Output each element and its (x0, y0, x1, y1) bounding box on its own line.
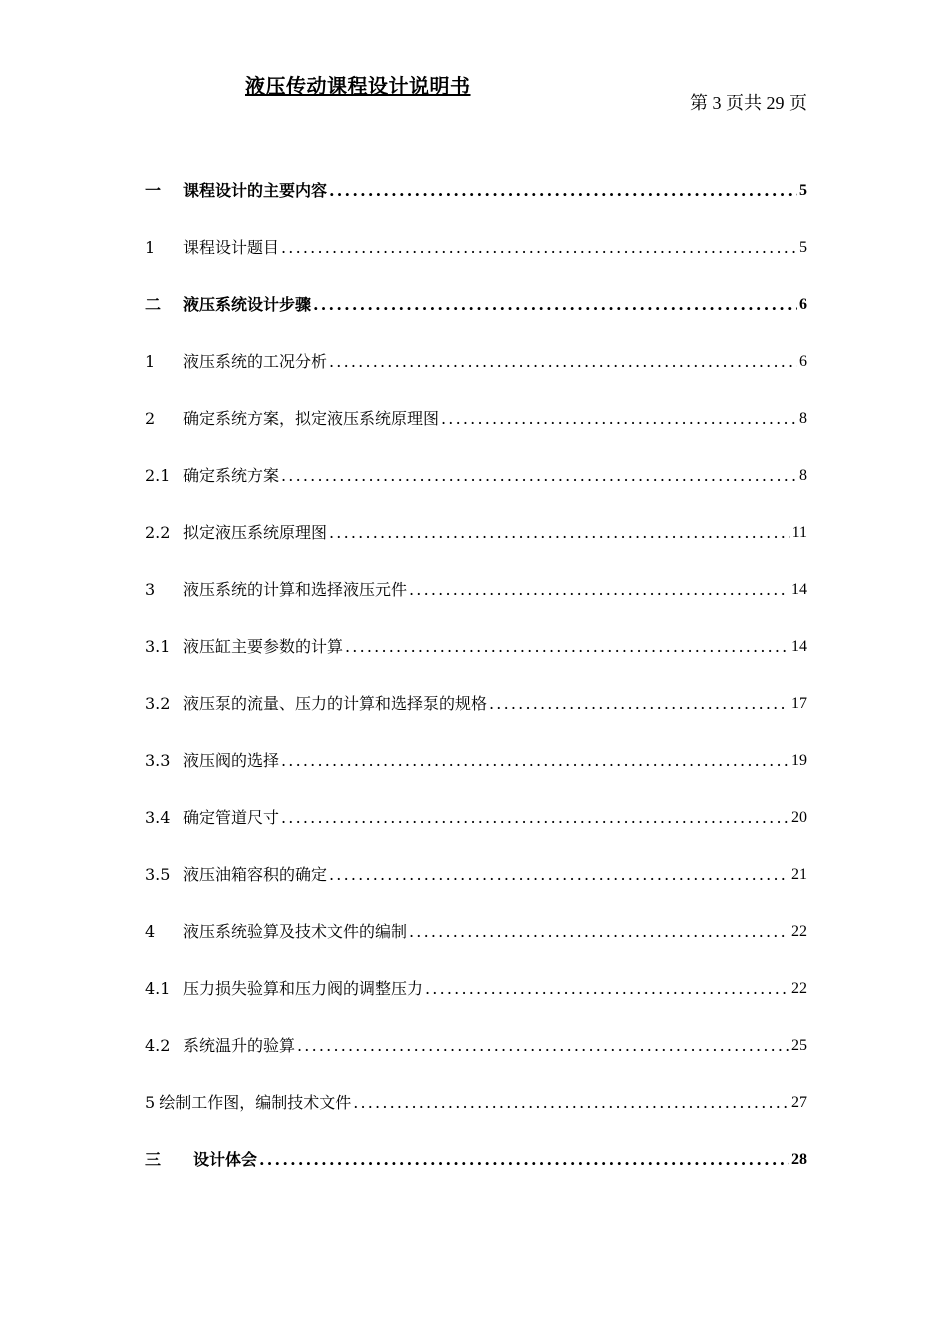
toc-entry[interactable] (145, 746, 807, 803)
toc-entry-title: 确定系统方案，拟定液压系统原理图 (183, 409, 440, 428)
toc-entry-title: 液压缸主要参数的计算 (183, 637, 344, 656)
toc-entry-title: 液压系统验算及技术文件的编制 (183, 922, 408, 941)
toc-entry-number: 一 (145, 181, 162, 200)
toc-entry-title: 课程设计的主要内容 (183, 181, 328, 200)
toc-entry-number: 4.2 (145, 1036, 171, 1055)
toc-entry-title: 确定管道尺寸 (183, 808, 280, 827)
toc-dot-leader (409, 575, 789, 605)
toc-entry-title: 确定系统方案 (183, 466, 280, 485)
toc-dot-leader (425, 974, 789, 1004)
toc-entry[interactable] (145, 689, 807, 746)
toc-entry-page: 5 (799, 239, 807, 256)
toc-entry-title: 液压泵的流量、压力的计算和选择泵的规格 (183, 694, 488, 713)
toc-dot-leader (259, 1145, 789, 1175)
toc-entry[interactable] (145, 461, 807, 518)
toc-entry-page: 8 (799, 410, 807, 427)
toc-entry[interactable] (145, 917, 807, 974)
toc-dot-leader (281, 233, 797, 263)
toc-entry-page: 11 (791, 524, 807, 541)
toc-entry[interactable] (145, 1031, 807, 1088)
toc-entry-number: 2.2 (145, 523, 171, 542)
toc-entry[interactable] (145, 1145, 807, 1202)
toc-entry[interactable] (145, 632, 807, 689)
toc-dot-leader (489, 689, 789, 719)
toc-entry-page: 5 (799, 182, 807, 199)
toc-entry[interactable] (145, 1088, 807, 1145)
toc-entry-number: 2.1 (145, 466, 171, 485)
toc-entry-page: 6 (799, 353, 807, 370)
toc-entry-page: 14 (791, 581, 807, 598)
toc-entry-number: 5 (145, 1093, 156, 1112)
toc-entry-title: 液压系统的计算和选择液压元件 (183, 580, 408, 599)
toc-entry-page: 17 (791, 695, 807, 712)
toc-entry[interactable] (145, 803, 807, 860)
table-of-contents (145, 176, 807, 1202)
toc-entry[interactable] (145, 518, 807, 575)
toc-dot-leader (345, 632, 789, 662)
toc-dot-leader (353, 1088, 789, 1118)
toc-dot-leader (409, 917, 789, 947)
toc-entry-number: 3.5 (145, 865, 171, 884)
toc-entry-number: 二 (145, 295, 162, 314)
toc-dot-leader (441, 404, 797, 434)
toc-entry-number: 4.1 (145, 979, 171, 998)
toc-entry-number: 1 (145, 352, 156, 371)
toc-entry-number: 3 (145, 580, 156, 599)
toc-entry[interactable] (145, 974, 807, 1031)
toc-dot-leader (281, 461, 797, 491)
toc-entry-number: 3.4 (145, 808, 171, 827)
toc-dot-leader (281, 803, 789, 833)
toc-entry[interactable] (145, 176, 807, 233)
toc-entry[interactable] (145, 233, 807, 290)
toc-entry-title: 拟定液压系统原理图 (183, 523, 328, 542)
toc-entry-number: 三 (145, 1150, 162, 1169)
toc-entry[interactable] (145, 860, 807, 917)
toc-dot-leader (281, 746, 789, 776)
toc-entry-number: 3.2 (145, 694, 171, 713)
toc-entry-page: 21 (791, 866, 807, 883)
toc-entry-page: 22 (791, 980, 807, 997)
toc-entry-title: 系统温升的验算 (183, 1036, 296, 1055)
toc-dot-leader (329, 860, 789, 890)
toc-entry-title: 液压阀的选择 (183, 751, 280, 770)
toc-entry-page: 20 (791, 809, 807, 826)
toc-entry-number: 3.1 (145, 637, 171, 656)
toc-entry-page: 27 (791, 1094, 807, 1111)
toc-entry-title: 液压油箱容积的确定 (183, 865, 328, 884)
toc-entry[interactable] (145, 347, 807, 404)
toc-entry[interactable] (145, 575, 807, 632)
toc-entry-title: 课程设计题目 (183, 238, 280, 257)
toc-entry-page: 6 (799, 296, 807, 313)
toc-entry-title: 液压系统设计步骤 (183, 295, 312, 314)
toc-entry-page: 28 (791, 1151, 807, 1168)
toc-dot-leader (297, 1031, 789, 1061)
toc-entry-number: 4 (145, 922, 156, 941)
document-title: 液压传动课程设计说明书 (245, 74, 471, 98)
toc-dot-leader (313, 290, 797, 320)
toc-entry-number: 2 (145, 409, 156, 428)
toc-entry-title: 压力损失验算和压力阀的调整压力 (183, 979, 424, 998)
toc-entry-title: 液压系统的工况分析 (183, 352, 328, 371)
toc-entry-page: 8 (799, 467, 807, 484)
toc-dot-leader (329, 518, 790, 548)
page-indicator: 第 3 页共 29 页 (690, 93, 807, 113)
toc-entry-page: 25 (791, 1037, 807, 1054)
toc-entry-page: 22 (791, 923, 807, 940)
toc-entry-title: 绘制工作图，编制技术文件 (159, 1093, 352, 1112)
toc-entry-page: 14 (791, 638, 807, 655)
toc-entry-title: 设计体会 (193, 1150, 258, 1169)
toc-dot-leader (329, 347, 797, 377)
toc-entry-number: 1 (145, 238, 156, 257)
toc-entry-page: 19 (791, 752, 807, 769)
toc-entry[interactable] (145, 290, 807, 347)
toc-entry[interactable] (145, 404, 807, 461)
toc-dot-leader (329, 176, 797, 206)
toc-entry-number: 3.3 (145, 751, 171, 770)
